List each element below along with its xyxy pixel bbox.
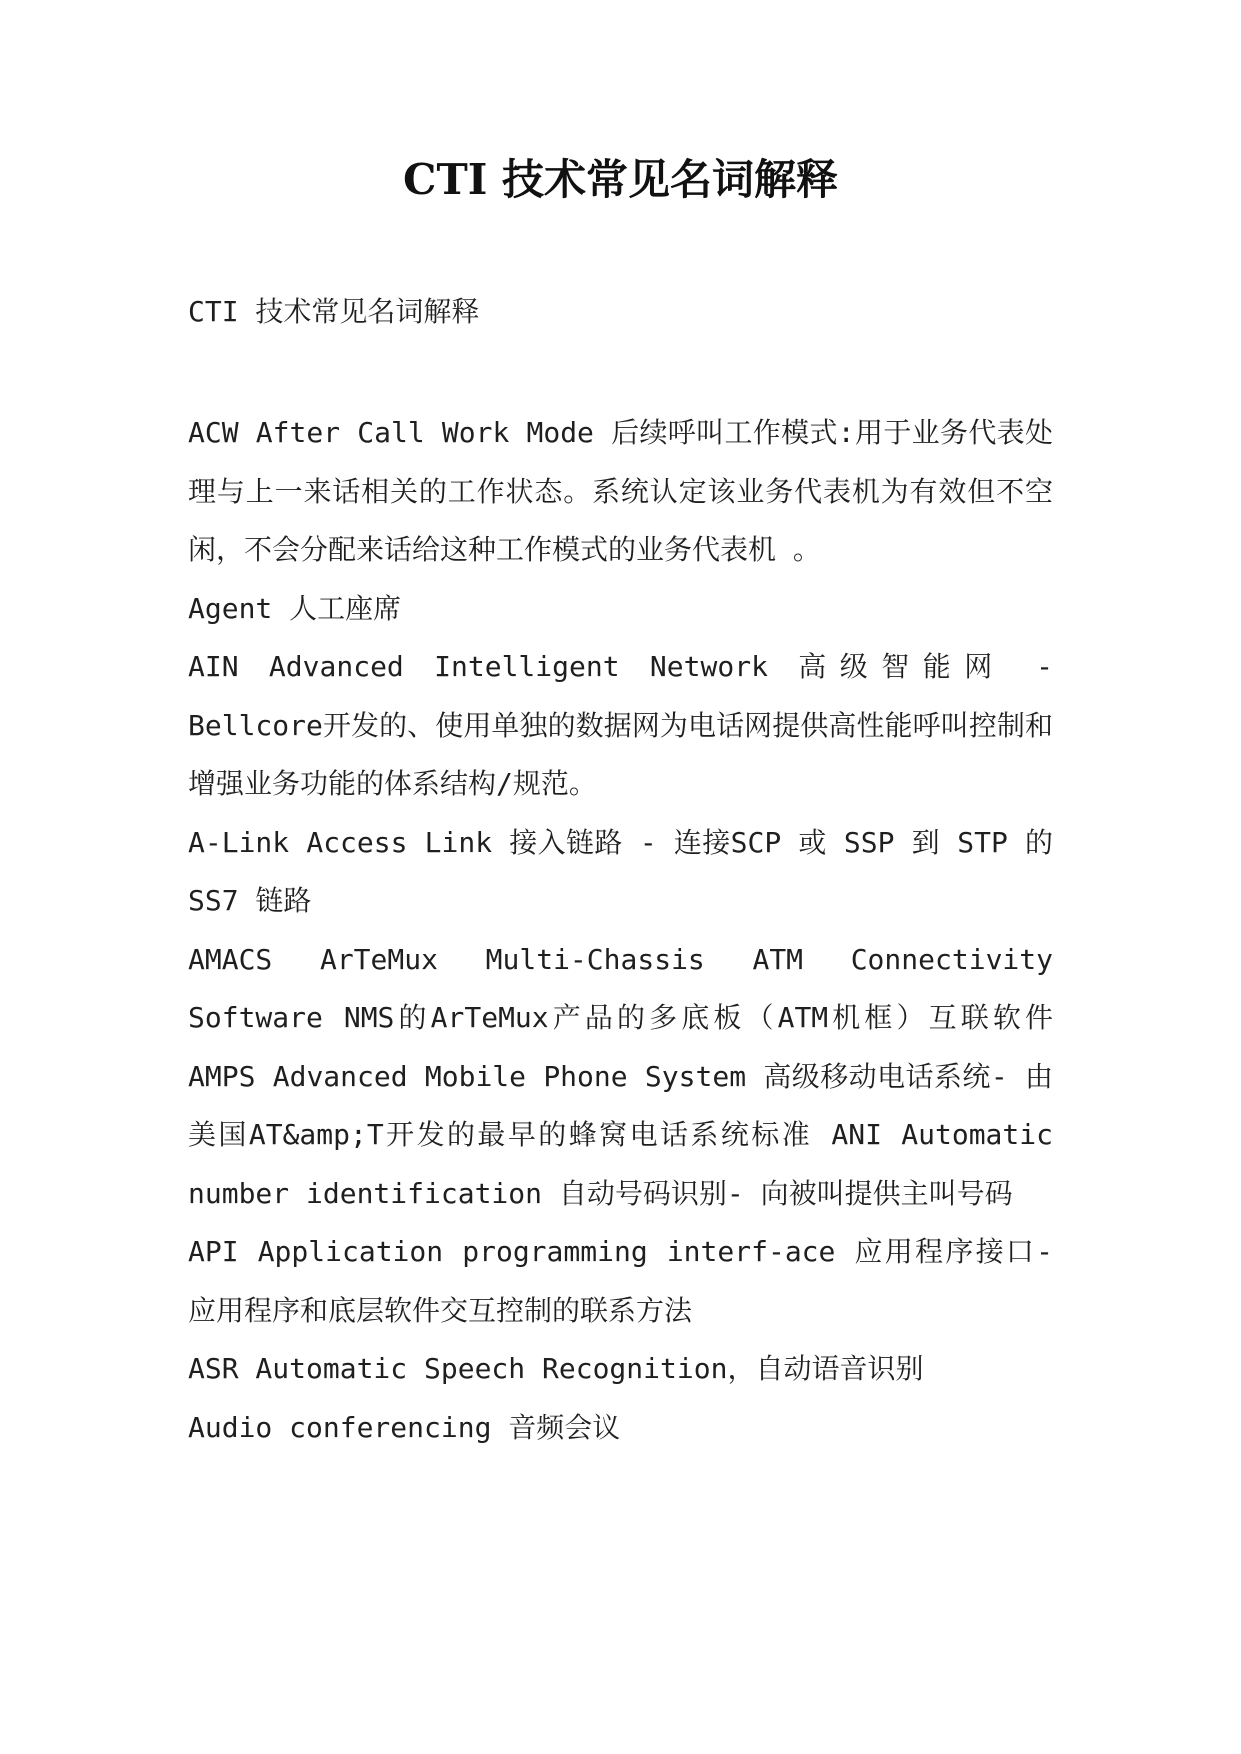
document-subtitle: CTI 技术常见名词解释 xyxy=(188,295,480,328)
glossary-entry-amacs: AMACS ArTeMux Multi-Chassis ATM Connectivity Software NMS的ArTeMux产品的多底板（ATM机框）互联软件 AMPS Advanced Mobile Phone System 高级移动电话系统- 由美国AT&amp;T开发的最早的蜂窝电话系统标准 ANI Automatic number identification 自动号码识别- 向被叫提供主叫号码 xyxy=(188,942,1053,1210)
glossary-entry-ain: AIN Advanced Intelligent Network 高级智能网 - Bellcore开发的、使用单独的数据网为电话网提供高性能呼叫控制和增强业务功能的体系结构/规范。 xyxy=(188,650,1053,800)
glossary-entry-audio-conferencing: Audio conferencing 音频会议 xyxy=(188,1410,621,1444)
document-title: CTI 技术常见名词解释 xyxy=(403,155,838,204)
glossary-entry-api: API Application programming interf-ace 应用程序接口- 应用程序和底层软件交互控制的联系方法 xyxy=(188,1235,1053,1327)
glossary-list xyxy=(188,404,1053,1457)
glossary-entry-asr: ASR Automatic Speech Recognition，自动语音识别 xyxy=(188,1352,924,1385)
glossary-entry-agent: Agent 人工座席 xyxy=(188,591,402,625)
glossary-entry-a-link: A-Link Access Link 接入链路 - 连接SCP 或 SSP 到 STP 的SS7 链路 xyxy=(188,825,1053,917)
glossary-entry-acw: ACW After Call Work Mode 后续呼叫工作模式:用于业务代表处理与上一来话相关的工作状态。系统认定该业务代表机为有效但不空闲，不会分配来话给这种工作模式的业务代表机 。 xyxy=(188,416,1053,566)
